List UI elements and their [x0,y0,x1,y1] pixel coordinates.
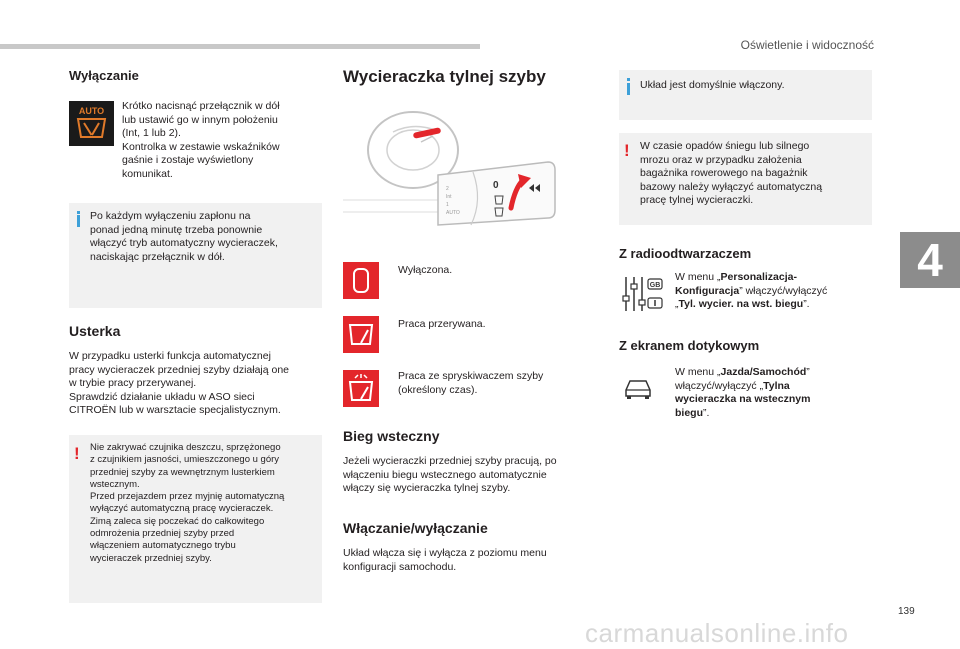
onoff-text: Układ włącza się i wyłącza z poziomu menu konfiguracji samochodu. [343,547,547,573]
watermark: carmanualsonline.info [585,618,849,648]
wiper-stalk-illustration [343,100,558,250]
car-icon [622,376,654,400]
touch-text: W menu „Jazda/Samochód” włączyć/wyłączyć „Tylna wycieraczka na wstecznym biegu”. [675,366,811,419]
touch-heading: Z ekranem dotykowym [619,338,760,353]
rear-wiper-off-icon [343,262,379,299]
fault-heading: Usterka [69,323,121,339]
info-note-ignition: Po każdym wyłączeniu zapłonu na ponad jedną minutę trzeba ponownie włączyć tryb automatyczny wycieraczek, naciskając przełącznik w dół. [69,203,322,308]
off-heading: Wyłączanie [69,68,139,83]
chapter-tab: 4 [900,232,960,288]
rear-wiper-title: Wycieraczka tylnej szyby [343,67,546,86]
radio-text: W menu „Personalizacja- Konfiguracja” włączyć/wyłączyć „Tyl. wycier. na wst. biegu”. [675,271,828,310]
auto-wiper-icon [69,101,114,146]
reverse-heading: Bieg wsteczny [343,428,440,444]
info-icon [77,215,80,227]
info-icon [627,83,630,95]
mode-off-text: Wyłączona. [398,264,453,276]
settings-sliders-icon [620,274,664,314]
warning-note-sensor: ! Nie zakrywać czujnika deszczu, sprzężonego z czujnikiem jasności, umieszczonego u góry przedniej szyby za wewnętrznym lusterkiem wstecznym. Przed przejazdem przez myjnię automatyczną wyłączyć automatyczną pracę wycieraczek. Zimą zaleca się poczekać do całkowitego odmrożenia przedniej szyby przed włączeniem automatycznego trybu wycieraczek przedniej szyby. [69,435,322,603]
header-bar [0,44,480,49]
mode-washer-text: Praca ze spryskiwaczem szyby (określony czas). [398,370,544,396]
rear-wiper-washer-icon [343,370,379,407]
warning-icon: ! [624,141,630,160]
mode-intermittent-text: Praca przerywana. [398,318,486,330]
info-note-default: Układ jest domyślnie włączony. [619,70,872,120]
svg-text:GB: GB [649,282,661,289]
auto-icon-text: AUTO [78,106,105,116]
section-title: Oświetlenie i widoczność [740,38,874,52]
page-number: 139 [898,606,915,617]
svg-text:2: 2 [446,186,449,192]
svg-text:1: 1 [446,202,449,208]
warning-icon: ! [74,444,80,463]
radio-heading: Z radioodtwarzaczem [619,246,752,261]
fault-text: W przypadku usterki funkcja automatycznej pracy wycieraczek przedniej szyby działają one w trybie pracy przerywanej. Sprawdzić działanie układu w ASO sieci CITROËN lub w warsztacie specjalistycznym. [69,350,290,416]
rear-wiper-intermittent-icon [343,316,379,353]
svg-text:Int: Int [446,194,452,200]
svg-text:0: 0 [493,180,499,191]
svg-text:AUTO: AUTO [446,210,460,216]
onoff-heading: Włączanie/wyłączanie [343,520,488,536]
reverse-text: Jeżeli wycieraczki przedniej szyby pracują, po włączeniu biegu wstecznego automatycznie włączy się wycieraczka tylnej szyby. [343,455,557,494]
warning-note-snow: ! W czasie opadów śniegu lub silnego mrozu oraz w przypadku założenia bagażnika rowerowego na bagażnik bazowy należy wyłączyć automatyczną pracę tylnej wycieraczki. [619,133,872,225]
off-text: Krótko nacisnąć przełącznik w dół lub ustawić go w innym położeniu (Int, 1 lub 2). Kontrolka w zestawie wskaźników gaśnie i zostaje wyświetlony komunikat. [122,100,280,180]
